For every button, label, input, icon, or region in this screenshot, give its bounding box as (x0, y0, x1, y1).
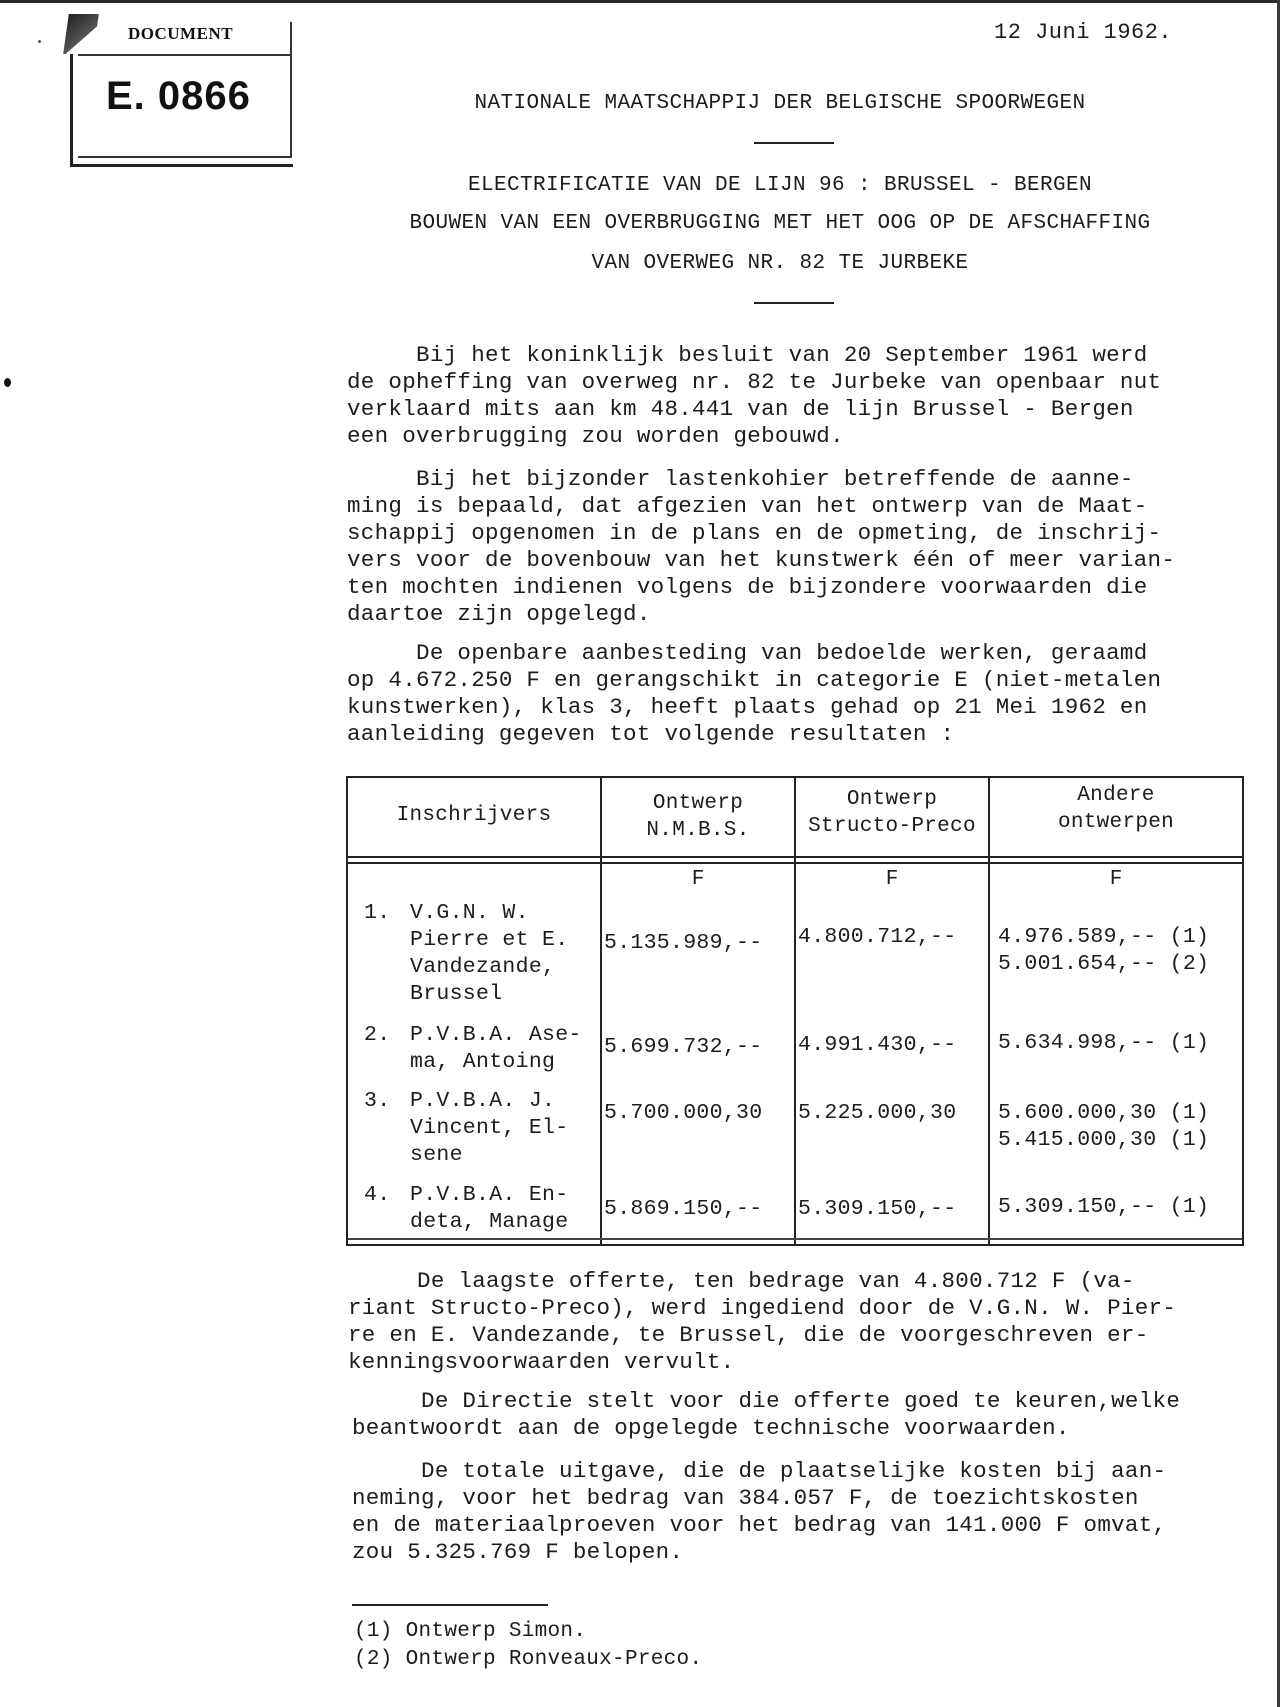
structo-value: 4.991.430,-- (798, 1033, 957, 1057)
margin-dot (38, 40, 41, 43)
text-line: vers voor de bovenbouw van het kunstwerk één of meer varian- (347, 547, 1176, 573)
bidder-name (410, 1182, 568, 1236)
text-line: en de materiaalproeven voor het bedrag van 141.000 F omvat, (352, 1512, 1167, 1538)
text-line: De laagste offerte, ten bedrage van 4.800.712 F (va- (348, 1268, 1135, 1294)
currency-label: F (885, 868, 899, 891)
subject-divider (754, 302, 834, 304)
other-values (998, 1030, 1209, 1057)
other-values (998, 1194, 1209, 1221)
row-number: 1. (364, 901, 391, 925)
currency-label: F (1109, 868, 1123, 891)
column-divider (988, 778, 990, 1244)
row-number: 2. (364, 1023, 391, 1047)
stamp-corner (63, 14, 99, 54)
text-line: daartoe zijn opgelegd. (347, 601, 651, 627)
document-code: E. 0866 (106, 74, 251, 118)
row-number: 4. (364, 1183, 391, 1207)
title-divider (754, 142, 834, 144)
text-line: De openbare aanbesteding van bedoelde werken, geraamd (347, 640, 1148, 666)
paragraph-5 (352, 1388, 1252, 1442)
name-line: Brussel (410, 982, 503, 1006)
value-line: 5.600.000,30 (1) (998, 1101, 1210, 1125)
text-line: riant Structo-Preco), werd ingediend door de V.G.N. W. Pier- (348, 1295, 1177, 1321)
text-line: kunstwerken), klas 3, heeft plaats gehad op 21 Mei 1962 en (347, 694, 1148, 720)
document-date: 12 Juni 1962. (994, 20, 1173, 45)
text-line: neming, voor het bedrag van 384.057 F, de toezichtskosten (352, 1485, 1139, 1511)
structo-value: 4.800.712,-- (798, 925, 957, 949)
column-header-bidders: Inschrijvers (396, 804, 552, 827)
text-line: zou 5.325.769 F belopen. (352, 1539, 684, 1565)
footnote-2: (2) Ontwerp Ronveaux-Preco. (354, 1648, 703, 1671)
text-line: kenningsvoorwaarden vervult. (348, 1349, 735, 1375)
name-line: deta, Manage (410, 1210, 569, 1234)
row-number: 3. (364, 1089, 391, 1113)
nmbs-value: 5.699.732,-- (604, 1035, 763, 1059)
page-edge-top (0, 0, 1280, 3)
text-line: Bij het bijzonder lastenkohier betreffende de aanne- (347, 466, 1134, 492)
text-line: beantwoordt aan de opgelegde technische voorwaarden. (352, 1415, 1070, 1441)
nmbs-value: 5.135.989,-- (604, 931, 763, 955)
currency-label: F (691, 868, 705, 891)
text-line: De Directie stelt voor die offerte goed te keuren,welke (352, 1388, 1181, 1414)
stamp-divider (78, 54, 290, 56)
column-divider (794, 778, 796, 1244)
text-line: schappij opgenomen in de plans en de opmeting, de inschrij- (347, 520, 1162, 546)
text-line: ming is bepaald, dat afgezien van het ontwerp van de Maat- (347, 493, 1148, 519)
text-line: Bij het koninklijk besluit van 20 September 1961 werd (347, 342, 1148, 368)
paragraph-3 (347, 640, 1247, 748)
paragraph-1 (347, 342, 1247, 450)
document-stamp (70, 16, 298, 164)
subject-line-2: BOUWEN VAN EEN OVERBRUGGING MET HET OOG OP DE AFSCHAFFING (409, 212, 1151, 235)
column-header-nmbs (602, 790, 794, 844)
bidder-name (410, 1088, 568, 1169)
value-line: 5.001.654,-- (2) (998, 952, 1210, 976)
value-line: 4.976.589,-- (1) (998, 925, 1210, 949)
value-line: 5.309.150,-- (1) (998, 1195, 1210, 1219)
column-header-other (990, 782, 1242, 836)
text-line: re en E. Vandezande, te Brussel, die de voorgeschreven er- (348, 1322, 1149, 1348)
other-values (998, 924, 1209, 978)
text-line: de opheffing van overweg nr. 82 te Jurbeke van openbaar nut (347, 369, 1162, 395)
value-line: 5.415.000,30 (1) (998, 1128, 1210, 1152)
other-values (998, 1100, 1209, 1154)
footnote-divider (352, 1604, 548, 1606)
table-bottom-rule (348, 1238, 1242, 1240)
margin-mark (4, 378, 11, 387)
results-table (346, 776, 1244, 1246)
text-line: ten mochten indienen volgens de bijzondere voorwaarden die (347, 574, 1148, 600)
name-line: Vincent, El- (410, 1116, 569, 1140)
paragraph-4 (348, 1268, 1248, 1376)
footnote-1: (1) Ontwerp Simon. (354, 1620, 587, 1643)
nmbs-value: 5.869.150,-- (604, 1197, 763, 1221)
nmbs-value: 5.700.000,30 (604, 1101, 763, 1125)
text-line: een overbrugging zou worden gebouwd. (347, 423, 844, 449)
name-line: V.G.N. W. (410, 901, 529, 925)
column-header-structo (796, 786, 988, 840)
header-line: ontwerpen (1057, 811, 1175, 834)
header-line: N.M.B.S. (646, 819, 750, 842)
structo-value: 5.225.000,30 (798, 1101, 957, 1125)
header-line: Andere (1077, 784, 1155, 807)
text-line: verklaard mits aan km 48.441 van de lijn Brussel - Bergen (347, 396, 1134, 422)
header-line: Ontwerp (652, 792, 744, 815)
subject-line-3: VAN OVERWEG NR. 82 TE JURBEKE (591, 252, 969, 275)
text-line: aanleiding gegeven tot volgende resultaten : (347, 721, 955, 747)
organization-title: NATIONALE MAATSCHAPPIJ DER BELGISCHE SPOORWEGEN (474, 92, 1086, 115)
name-line: P.V.B.A. J. (410, 1089, 556, 1113)
header-line: Structo-Preco (808, 815, 976, 838)
subject-line-1: ELECTRIFICATIE VAN DE LIJN 96 : BRUSSEL - BERGEN (467, 174, 1093, 197)
name-line: Pierre et E. (410, 928, 569, 952)
name-line: Vandezande, (410, 955, 556, 979)
name-line: sene (410, 1143, 463, 1167)
value-line: 5.634.998,-- (1) (998, 1031, 1210, 1055)
stamp-label: DOCUMENT (128, 24, 234, 43)
column-divider (600, 778, 602, 1244)
name-line: P.V.B.A. Ase- (410, 1023, 582, 1047)
bidder-name (410, 1022, 582, 1076)
paragraph-2 (347, 466, 1247, 628)
header-line: Ontwerp (846, 788, 938, 811)
text-line: op 4.672.250 F en gerangschikt in categorie E (niet-metalen (347, 667, 1162, 693)
bidder-name (410, 900, 568, 1008)
name-line: P.V.B.A. En- (410, 1183, 569, 1207)
text-line: De totale uitgave, die de plaatselijke kosten bij aan- (352, 1458, 1167, 1484)
paragraph-6 (352, 1458, 1252, 1566)
structo-value: 5.309.150,-- (798, 1197, 957, 1221)
name-line: ma, Antoing (410, 1050, 556, 1074)
